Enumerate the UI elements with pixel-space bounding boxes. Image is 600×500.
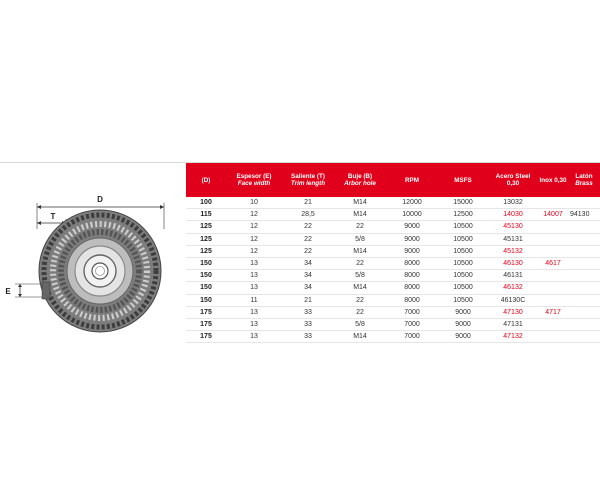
header-steel: Acero Steel 0,30 bbox=[488, 163, 538, 197]
table-row bbox=[186, 282, 600, 294]
cell-steel-ref: 46131 bbox=[488, 270, 538, 282]
cell-face-width: 13 bbox=[226, 270, 282, 282]
cell-msfs: 9000 bbox=[438, 318, 488, 330]
cell-msfs: 10500 bbox=[438, 233, 488, 245]
cell-arbor-hole: 5/8 bbox=[334, 318, 386, 330]
cell-trim-length: 22 bbox=[282, 221, 334, 233]
cell-msfs: 10500 bbox=[438, 245, 488, 257]
cell-msfs: 15000 bbox=[438, 197, 488, 209]
cell-steel-ref: 14030 bbox=[488, 209, 538, 221]
cell-arbor-hole: M14 bbox=[334, 331, 386, 343]
cell-arbor-hole: 22 bbox=[334, 306, 386, 318]
cell-brass-ref bbox=[568, 270, 600, 282]
spec-table bbox=[186, 163, 600, 343]
cell-arbor-hole: 22 bbox=[334, 221, 386, 233]
cell-arbor-hole: 22 bbox=[334, 257, 386, 269]
cell-rpm: 9000 bbox=[386, 245, 438, 257]
cell-msfs: 10500 bbox=[438, 257, 488, 269]
table-body bbox=[186, 197, 600, 343]
cell-face-width: 10 bbox=[226, 197, 282, 209]
cell-inox-ref: 4617 bbox=[538, 257, 568, 269]
cell-trim-length: 33 bbox=[282, 318, 334, 330]
cell-rpm: 10000 bbox=[386, 209, 438, 221]
cell-face-width: 13 bbox=[226, 318, 282, 330]
header-inox: Inox 0,30 bbox=[538, 163, 568, 197]
cell-msfs: 9000 bbox=[438, 306, 488, 318]
cell-trim-length: 33 bbox=[282, 331, 334, 343]
table-row bbox=[186, 318, 600, 330]
cell-diameter: 150 bbox=[186, 294, 226, 306]
cell-brass-ref bbox=[568, 245, 600, 257]
cell-brass-ref bbox=[568, 318, 600, 330]
cell-face-width: 13 bbox=[226, 306, 282, 318]
cell-arbor-hole: 22 bbox=[334, 294, 386, 306]
header-b: Buje (B) Arbor hole bbox=[334, 163, 386, 197]
cell-msfs: 12500 bbox=[438, 209, 488, 221]
cell-msfs: 10500 bbox=[438, 282, 488, 294]
cell-face-width: 13 bbox=[226, 331, 282, 343]
cell-diameter: 150 bbox=[186, 282, 226, 294]
cell-brass-ref bbox=[568, 233, 600, 245]
cell-steel-ref: 46132 bbox=[488, 282, 538, 294]
cell-diameter: 175 bbox=[186, 331, 226, 343]
cell-face-width: 12 bbox=[226, 245, 282, 257]
cell-inox-ref bbox=[538, 331, 568, 343]
cell-inox-ref bbox=[538, 221, 568, 233]
label-d: D bbox=[97, 195, 103, 204]
cell-face-width: 13 bbox=[226, 257, 282, 269]
cell-steel-ref: 46130 bbox=[488, 257, 538, 269]
table-header-row bbox=[186, 163, 600, 197]
cell-rpm: 8000 bbox=[386, 282, 438, 294]
cell-arbor-hole: M14 bbox=[334, 197, 386, 209]
cell-steel-ref: 47131 bbox=[488, 318, 538, 330]
table-row bbox=[186, 233, 600, 245]
cell-arbor-hole: 5/8 bbox=[334, 233, 386, 245]
cell-inox-ref bbox=[538, 270, 568, 282]
cell-arbor-hole: 5/8 bbox=[334, 270, 386, 282]
wire-wheel-drawing bbox=[0, 163, 190, 335]
header-brass: Latón Brass bbox=[568, 163, 600, 197]
cell-inox-ref bbox=[538, 197, 568, 209]
cell-steel-ref: 45130 bbox=[488, 221, 538, 233]
cell-steel-ref: 13032 bbox=[488, 197, 538, 209]
cell-brass-ref bbox=[568, 282, 600, 294]
cell-trim-length: 22 bbox=[282, 233, 334, 245]
cell-rpm: 9000 bbox=[386, 233, 438, 245]
cell-diameter: 125 bbox=[186, 233, 226, 245]
cell-diameter: 150 bbox=[186, 257, 226, 269]
cell-face-width: 11 bbox=[226, 294, 282, 306]
table-row bbox=[186, 209, 600, 221]
cell-trim-length: 21 bbox=[282, 197, 334, 209]
cell-rpm: 8000 bbox=[386, 257, 438, 269]
cell-rpm: 9000 bbox=[386, 221, 438, 233]
cell-steel-ref: 46130C bbox=[488, 294, 538, 306]
cell-face-width: 12 bbox=[226, 233, 282, 245]
cell-inox-ref bbox=[538, 282, 568, 294]
cell-steel-ref: 45132 bbox=[488, 245, 538, 257]
cell-trim-length: 34 bbox=[282, 282, 334, 294]
cell-brass-ref bbox=[568, 306, 600, 318]
cell-rpm: 7000 bbox=[386, 331, 438, 343]
cell-steel-ref: 47130 bbox=[488, 306, 538, 318]
cell-rpm: 12000 bbox=[386, 197, 438, 209]
cell-brass-ref bbox=[568, 294, 600, 306]
cell-diameter: 125 bbox=[186, 245, 226, 257]
cell-msfs: 10500 bbox=[438, 270, 488, 282]
header-msfs: MSFS bbox=[438, 163, 488, 197]
cell-brass-ref: 94130 bbox=[568, 209, 600, 221]
cell-trim-length: 21 bbox=[282, 294, 334, 306]
table-row bbox=[186, 306, 600, 318]
cell-inox-ref: 14007 bbox=[538, 209, 568, 221]
cell-diameter: 115 bbox=[186, 209, 226, 221]
cell-steel-ref: 47132 bbox=[488, 331, 538, 343]
cell-arbor-hole: M14 bbox=[334, 209, 386, 221]
cell-inox-ref bbox=[538, 318, 568, 330]
table-row bbox=[186, 221, 600, 233]
wire-wheel-diagram bbox=[0, 163, 190, 335]
cell-face-width: 13 bbox=[226, 282, 282, 294]
cell-face-width: 12 bbox=[226, 221, 282, 233]
cell-rpm: 7000 bbox=[386, 318, 438, 330]
table-row bbox=[186, 197, 600, 209]
cell-inox-ref bbox=[538, 233, 568, 245]
cell-trim-length: 34 bbox=[282, 257, 334, 269]
cell-rpm: 8000 bbox=[386, 270, 438, 282]
cell-trim-length: 22 bbox=[282, 245, 334, 257]
cell-inox-ref bbox=[538, 245, 568, 257]
table-row bbox=[186, 257, 600, 269]
label-t: T bbox=[50, 212, 56, 221]
table-row bbox=[186, 331, 600, 343]
label-e: E bbox=[5, 287, 11, 296]
header-t: Saliente (T) Trim length bbox=[282, 163, 334, 197]
header-rpm: RPM bbox=[386, 163, 438, 197]
cell-msfs: 10500 bbox=[438, 294, 488, 306]
table-row bbox=[186, 245, 600, 257]
cell-arbor-hole: M14 bbox=[334, 245, 386, 257]
cell-msfs: 10500 bbox=[438, 221, 488, 233]
cell-brass-ref bbox=[568, 257, 600, 269]
header-d: (D) bbox=[186, 163, 226, 197]
cell-inox-ref bbox=[538, 294, 568, 306]
cell-inox-ref: 4717 bbox=[538, 306, 568, 318]
cell-diameter: 175 bbox=[186, 318, 226, 330]
cell-brass-ref bbox=[568, 221, 600, 233]
cell-diameter: 150 bbox=[186, 270, 226, 282]
table-row bbox=[186, 294, 600, 306]
cell-brass-ref bbox=[568, 331, 600, 343]
header-e: Espesor (E) Face width bbox=[226, 163, 282, 197]
cell-rpm: 8000 bbox=[386, 294, 438, 306]
cell-trim-length: 33 bbox=[282, 306, 334, 318]
cell-rpm: 7000 bbox=[386, 306, 438, 318]
cell-diameter: 175 bbox=[186, 306, 226, 318]
cell-brass-ref bbox=[568, 197, 600, 209]
table-row bbox=[186, 270, 600, 282]
cell-steel-ref: 45131 bbox=[488, 233, 538, 245]
cell-arbor-hole: M14 bbox=[334, 282, 386, 294]
cell-face-width: 12 bbox=[226, 209, 282, 221]
cell-diameter: 125 bbox=[186, 221, 226, 233]
cell-trim-length: 34 bbox=[282, 270, 334, 282]
cell-msfs: 9000 bbox=[438, 331, 488, 343]
cell-diameter: 100 bbox=[186, 197, 226, 209]
cell-trim-length: 28,5 bbox=[282, 209, 334, 221]
